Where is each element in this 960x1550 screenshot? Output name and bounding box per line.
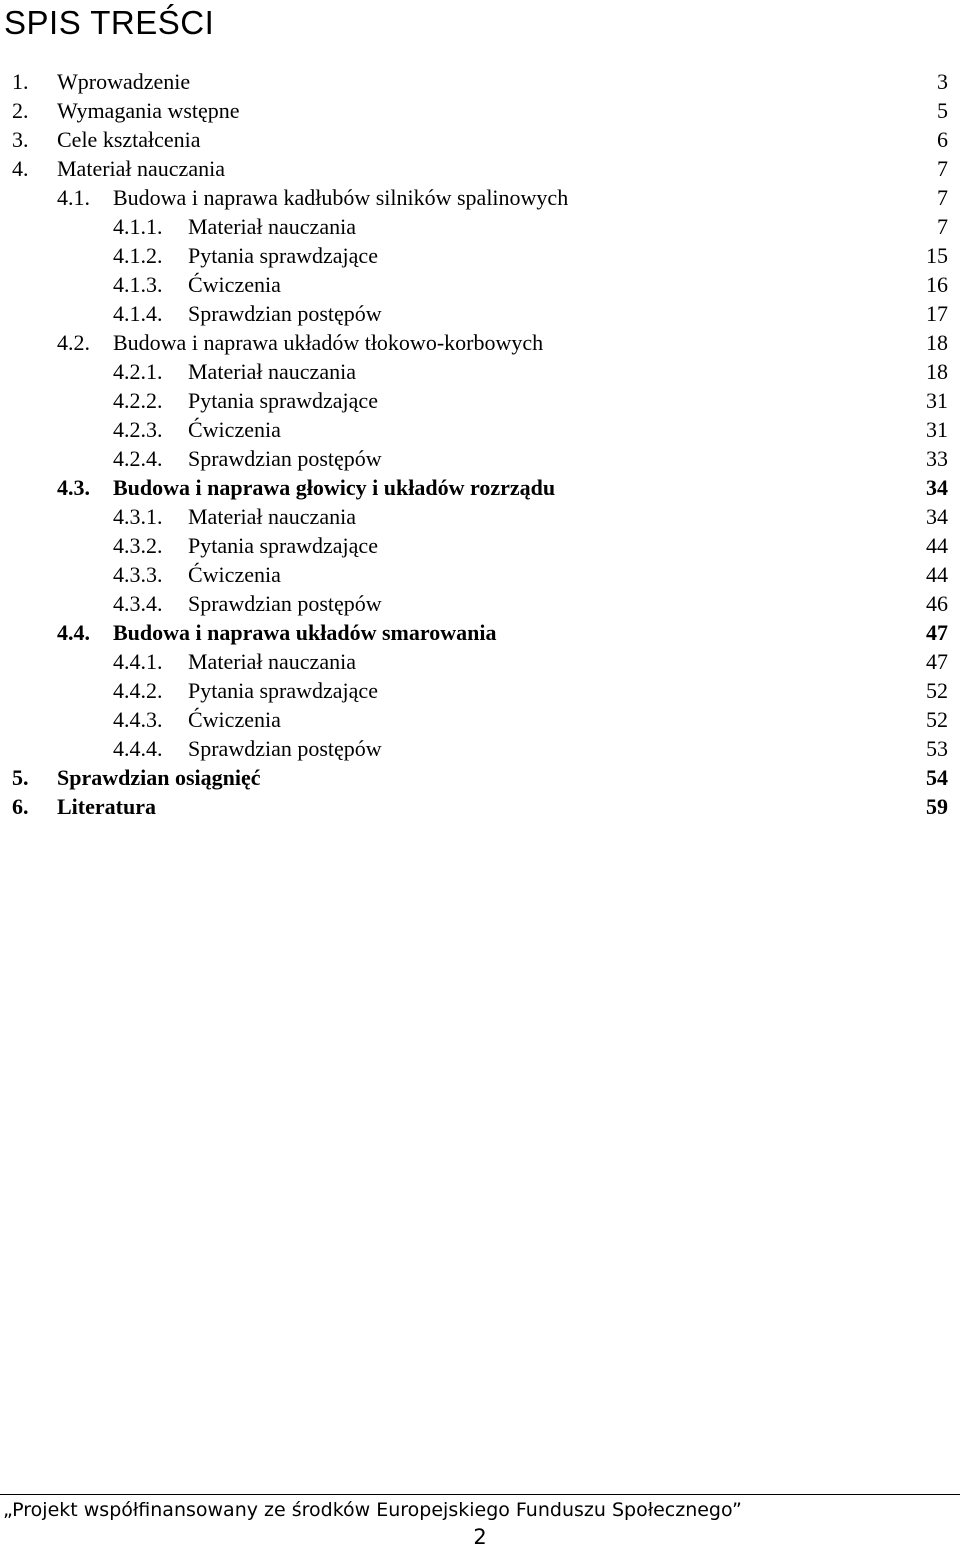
toc-entry (0, 386, 960, 415)
toc-entry-title: Ćwiczenia (188, 417, 281, 442)
toc-entry (0, 705, 960, 734)
toc-entry (0, 241, 960, 270)
toc-entry (0, 357, 960, 386)
toc-entry (0, 676, 960, 705)
toc-entry (0, 618, 960, 647)
toc-entry-number: 4.1.4. (113, 301, 163, 326)
toc-entry (0, 647, 960, 676)
toc-entry (0, 531, 960, 560)
toc-entry-number: 4.3.3. (113, 562, 163, 587)
toc-entry-title: Ćwiczenia (188, 562, 281, 587)
toc-entry-title: Pytania sprawdzające (188, 678, 378, 703)
toc-entry-page: 5 (937, 98, 948, 123)
toc-entry-page: 7 (937, 156, 948, 181)
toc-entry (0, 444, 960, 473)
toc-entry-number: 4.4.2. (113, 678, 163, 703)
toc-entry-number: 2. (12, 98, 29, 123)
toc-entry-number: 6. (12, 794, 29, 819)
toc-entry (0, 96, 960, 125)
toc-entry-number: 4.1.2. (113, 243, 163, 268)
toc-entry-page: 18 (926, 330, 948, 355)
toc-entry-page: 7 (937, 185, 948, 210)
toc-entry-number: 4.4.1. (113, 649, 163, 674)
toc-entry-number: 4.4.4. (113, 736, 163, 761)
toc-entry-page: 3 (937, 69, 948, 94)
toc-entry-number: 4.4.3. (113, 707, 163, 732)
toc-entry-title: Sprawdzian postępów (188, 591, 382, 616)
toc-entry-page: 34 (926, 475, 948, 500)
toc-entry-number: 4. (12, 156, 29, 181)
toc-entry-page: 6 (937, 127, 948, 152)
toc-entry-title: Materiał nauczania (188, 214, 356, 239)
toc-entry-number: 4.3.4. (113, 591, 163, 616)
toc-entry-title: Sprawdzian postępów (188, 446, 382, 471)
toc-entry-title: Pytania sprawdzające (188, 243, 378, 268)
toc-entry-number: 4.2. (57, 330, 90, 355)
toc-entry-title: Materiał nauczania (188, 359, 356, 384)
toc-entry-page: 16 (926, 272, 948, 297)
toc-entry-title: Wprowadzenie (57, 69, 191, 94)
toc-entry-number: 3. (12, 127, 29, 152)
toc-entry-page: 7 (937, 214, 948, 239)
toc-entry-title: Budowa i naprawa kadłubów silników spalinowych (113, 185, 569, 210)
toc-entry-title: Wymagania wstępne (57, 98, 240, 123)
toc-entry (0, 792, 960, 821)
toc-entry-page: 17 (926, 301, 948, 326)
toc-entry (0, 560, 960, 589)
toc-entry-page: 52 (926, 707, 948, 732)
toc-entry-title: Materiał nauczania (188, 504, 356, 529)
toc-entry (0, 154, 960, 183)
toc-entry-page: 31 (926, 417, 948, 442)
toc-entry-title: Pytania sprawdzające (188, 388, 378, 413)
toc-entry-page: 31 (926, 388, 948, 413)
toc-entry (0, 473, 960, 502)
toc-entry-title: Ćwiczenia (188, 272, 281, 297)
page-number: 2 (473, 1525, 487, 1549)
toc-entry-page: 44 (926, 533, 948, 558)
toc-entry (0, 763, 960, 792)
toc-entry-title: Ćwiczenia (188, 707, 281, 732)
toc-entry-title: Sprawdzian osiągnięć (57, 765, 261, 790)
toc-entry-page: 52 (926, 678, 948, 703)
toc-entry-page: 44 (926, 562, 948, 587)
toc-entry-number: 5. (12, 765, 29, 790)
toc-entry (0, 270, 960, 299)
toc-entry (0, 212, 960, 241)
toc-entry-title: Budowa i naprawa głowicy i układów rozrządu (113, 475, 556, 500)
toc-entry-page: 59 (926, 794, 948, 819)
toc-entry (0, 415, 960, 444)
toc-entry-number: 4.2.2. (113, 388, 163, 413)
toc-entry-page: 47 (926, 620, 948, 645)
toc-entry-number: 4.1. (57, 185, 90, 210)
toc-entry-page: 15 (926, 243, 948, 268)
toc-entry-title: Budowa i naprawa układów smarowania (113, 620, 497, 645)
toc-entry-title: Budowa i naprawa układów tłokowo-korbowych (113, 330, 544, 355)
toc-entry (0, 125, 960, 154)
toc-entry-page: 53 (926, 736, 948, 761)
toc-entry-page: 46 (926, 591, 948, 616)
toc-entry-number: 4.1.1. (113, 214, 163, 239)
toc-entry-number: 1. (12, 69, 29, 94)
table-of-contents (0, 67, 960, 821)
toc-entry-page: 47 (926, 649, 948, 674)
toc-entry-number: 4.4. (57, 620, 90, 645)
toc-entry-number: 4.2.3. (113, 417, 163, 442)
footer-rule (0, 1494, 960, 1495)
toc-entry-page: 18 (926, 359, 948, 384)
toc-entry (0, 67, 960, 96)
toc-entry-number: 4.1.3. (113, 272, 163, 297)
toc-entry-page: 34 (926, 504, 948, 529)
toc-entry-title: Sprawdzian postępów (188, 736, 382, 761)
toc-entry-title: Materiał nauczania (57, 156, 225, 181)
toc-entry-title: Cele kształcenia (57, 127, 201, 152)
toc-entry (0, 734, 960, 763)
footer-project-note: „Projekt współfinansowany ze środków Europejskiego Funduszu Społecznego” (3, 1499, 742, 1521)
toc-entry (0, 328, 960, 357)
toc-entry-number: 4.2.1. (113, 359, 163, 384)
toc-entry (0, 183, 960, 212)
toc-entry-title: Sprawdzian postępów (188, 301, 382, 326)
toc-entry-title: Literatura (57, 794, 156, 819)
toc-entry (0, 589, 960, 618)
toc-entry-page: 33 (926, 446, 948, 471)
toc-entry (0, 299, 960, 328)
toc-entry (0, 502, 960, 531)
toc-entry-title: Materiał nauczania (188, 649, 356, 674)
toc-entry-page: 54 (926, 765, 948, 790)
toc-entry-number: 4.3.1. (113, 504, 163, 529)
toc-entry-number: 4.3.2. (113, 533, 163, 558)
toc-entry-title: Pytania sprawdzające (188, 533, 378, 558)
toc-entry-number: 4.2.4. (113, 446, 163, 471)
toc-title: SPIS TREŚCI (4, 4, 215, 41)
toc-entry-number: 4.3. (57, 475, 90, 500)
